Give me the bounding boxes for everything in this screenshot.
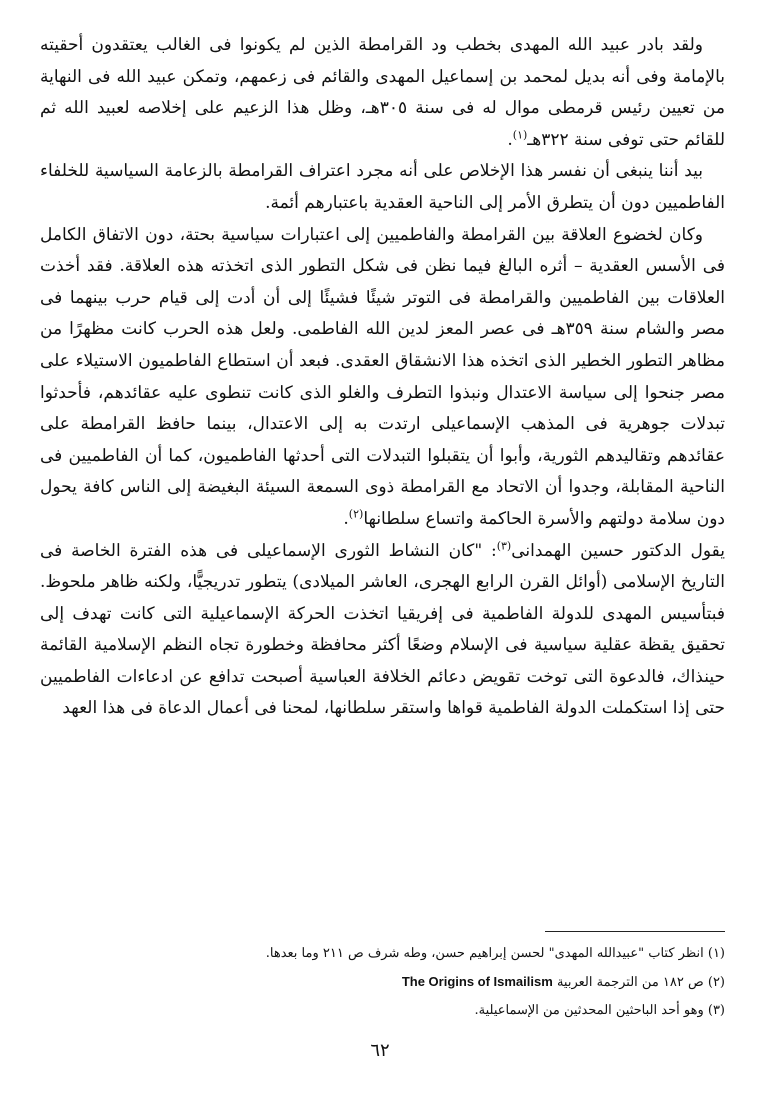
footnote: (٣) وهو أحد الباحثين المحدثين من الإسماعيلية. (474, 1003, 725, 1018)
body-text (40, 30, 725, 725)
footnote: (٢) ص ١٨٢ من الترجمة العربية The Origins of Ismailism (401, 974, 725, 990)
footnotes (40, 940, 725, 1025)
paragraph: وكان لخضوع العلاقة بين القرامطة والفاطميين إلى اعتبارات سياسية بحتة، دون الاتفاق الكامل فى الأسس العقدية – أثره البالغ فيما نظن فى شكل التطور الذى اتخذته هذه العلاقة. فقد أخذت العلاقات بين الفاطميين والقرامطة فى التوتر شيئًا فشيئًا إلى أن أدت إلى قيام حرب بينهما فى مصر والشام سنة ٣٥٩هـ فى عصر المعز لدين الله الفاطمى. ولعل هذه الحرب كانت مظهرًا من مظاهر التطور الخطير الذى اتخذه هذا الانشقاق العقدى. فبعد أن استطاع الفاطميون الاستيلاء على مصر جنحوا إلى سياسة الاعتدال ونبذوا التطرف والغلو الذى كانت تنطوى عليه عقائدهم، فأحدثوا تبدلات جوهرية فى المذهب الإسماعيلى ارتدت به إلى الاعتدال، بينما حافظ القرامطة على عقائدهم وتقاليدهم الثورية، وأبوا أن يتقبلوا التبدلات التى أحدثها الفاطميون، كما أن الفاطميين فى الناحية المقابلة، وجدوا أن الاتحاد مع القرامطة ذوى السمعة السيئة البغيضة إلى الناس كافة يحول دون سلامة دولتهم والأسرة الحاكمة واتساع سلطانها$^{(٢)}$. (40, 224, 725, 529)
paragraph: يقول الدكتور حسين الهمدانى$^{(٣)}$: "كان النشاط الثورى الإسماعيلى فى هذه الفترة الخاصة فى التاريخ الإسلامى (أوائل القرن الرابع الهجرى، العاشر الميلادى) يتطور تدريجيًّا، ولكنه ظاهر ملحوظ. فبتأسيس المهدى للدولة الفاطمية فى إفريقيا اتخذت الحركة الإسماعيلية التى كانت تهدف إلى تحقيق يقظة عقلية سياسية فى الإسلام وضعًا أكثر محافظة وخطورة تجاه النظم الإسلامية القائمة حينذاك، فالدعوة التى توخت تقويض دعائم الخلافة العباسية أصبحت تدافع عن ادعاءات الفاطميين حتى إذا استكملت الدولة الفاطمية قواها واستقر سلطانها، لمحنا فى أعمال الدعاة فى هذا العهد (40, 538, 725, 719)
footnote-ref: (٢) (348, 507, 364, 521)
footnote-ref: (١) (512, 128, 528, 142)
paragraph: بيد أننا ينبغى أن نفسر هذا الإخلاص على أنه مجرد اعتراف القرامطة بالزعامة السياسية للخلفاء الفاطميين دون أن يتطرق الأمر إلى الناحية العقدية باعتبارهم أئمة. (40, 161, 725, 213)
paragraph: ولقد بادر عبيد الله المهدى بخطب ود القرامطة الذين لم يكونوا فى الغالب يعتقدون أحقيته بالإمامة وفى أنه بديل لمحمد بن إسماعيل المهدى والقائم فى زعمهم، وتمكن عبيد الله فى النهاية من تعيين رئيس قرمطى موال له فى سنة ٣٠٥هـ، وظل هذا الزعيم على إخلاصه لعبيد الله ثم للقائم حتى توفى سنة ٣٢٢هـ$^{(١)}$. (40, 35, 725, 150)
footnote-latin-title: The Origins of Ismailism (401, 974, 553, 989)
footnote-ref: (٣) (496, 538, 512, 552)
footnote-divider (545, 931, 725, 932)
footnote: (١) انظر كتاب "عبيدالله المهدى" لحسن إبراهيم حسن، وطه شرف ص ٢١١ وما بعدها. (265, 946, 725, 961)
page-number: ٦٢ (370, 1040, 390, 1061)
